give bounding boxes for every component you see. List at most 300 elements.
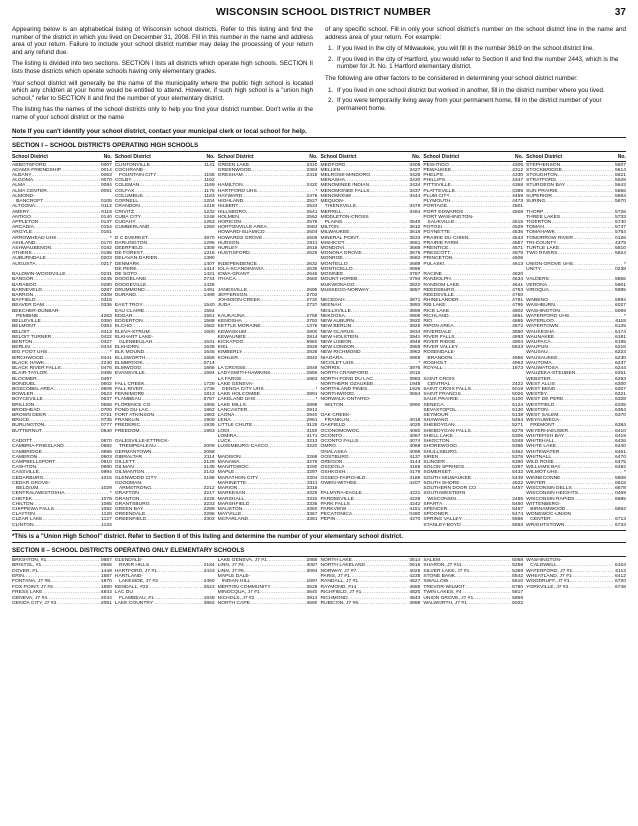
- district-number: 4634: [512, 277, 524, 283]
- district-number: 4578: [512, 251, 524, 257]
- district-number: 2912: [306, 407, 318, 413]
- district-number: 3913: [306, 595, 318, 601]
- district-name: BERLIN: [12, 345, 30, 351]
- district-number: 6223: [614, 350, 626, 356]
- district-name: CEDAR GROVE-: [12, 480, 51, 486]
- district-name: PECATONICA: [320, 512, 353, 518]
- district-name: SAUKVILLE: [423, 219, 455, 225]
- district-name: RIVERDALE: [423, 329, 452, 335]
- district-name: ERIN: [12, 574, 24, 580]
- district-number: 4242: [409, 501, 421, 507]
- district-number: 3976: [409, 366, 421, 372]
- district-name: STOCKBRIDGE: [526, 167, 562, 173]
- district-number: 6384: [614, 423, 626, 429]
- district-name: GREEN LAKE: [217, 162, 250, 168]
- section-1-table: [12, 153, 626, 528]
- district-number: 6748: [614, 584, 626, 590]
- district-name: WILD ROSE: [526, 460, 554, 465]
- district-row: [115, 601, 215, 606]
- district-name: SIREN: [423, 454, 439, 460]
- district-name: MONROE: [320, 256, 343, 262]
- district-number: 2534: [306, 204, 318, 210]
- district-number: 0497: [100, 376, 112, 382]
- district-name: INDEPENDENCE: [217, 261, 257, 267]
- district-name: JOHNSON CREEK: [217, 298, 261, 304]
- district-number: 5369: [512, 568, 524, 574]
- district-name: MAPLE: [217, 470, 235, 476]
- district-name: TURTLE LAKE: [526, 246, 560, 252]
- district-name: WAUSAU: [526, 350, 548, 356]
- district-number: 2793: [306, 319, 318, 325]
- district-number: 1218: [203, 204, 215, 210]
- district-number: 1568: [203, 319, 215, 325]
- page: [12, 6, 626, 607]
- district-name: PORT WASHINGTON-: [423, 214, 474, 220]
- column-header-name: School District: [320, 153, 357, 160]
- district-name: BEAVER DAM: [12, 303, 45, 309]
- district-number: 1260: [203, 225, 215, 231]
- district-number: 3871: [409, 298, 421, 304]
- district-number: 1897: [306, 579, 318, 585]
- district-name: RACINE: [423, 272, 442, 278]
- district-number: 0336: [100, 303, 112, 309]
- district-number: 6482: [614, 465, 626, 471]
- district-row: [423, 523, 523, 528]
- dot-leader: [568, 585, 614, 590]
- district-number: 1890: [100, 584, 112, 590]
- district-name: SHOREWOOD: [423, 444, 457, 450]
- district-column: [218, 558, 318, 607]
- district-number: 2618: [306, 246, 318, 252]
- dot-leader: [358, 601, 408, 606]
- district-number: 0119: [101, 209, 112, 215]
- district-number: 0637: [100, 397, 112, 403]
- district-number: 5593: [512, 522, 524, 528]
- district-name: RANDALL, J7 #1: [320, 579, 359, 585]
- district-name: OSSEO-FAIRCHILD: [320, 475, 366, 481]
- district-name: ELKHORN: [114, 345, 139, 351]
- district-name: DE PERE: [114, 266, 137, 272]
- district-number: 2576: [306, 219, 318, 225]
- district-name: NEW HOLSTEIN: [320, 334, 359, 340]
- district-number: 5726: [614, 209, 626, 215]
- district-name: LAKE MILLS: [217, 402, 246, 408]
- district-name: WAUWATOSA: [526, 366, 559, 372]
- district-number: 5754: [614, 230, 626, 236]
- district-number: 3325: [306, 491, 318, 497]
- district-number: 0422: [100, 334, 112, 340]
- page-number: 37: [614, 7, 626, 18]
- district-number: 1078: [100, 496, 112, 502]
- district-number: 4795: [512, 303, 524, 309]
- district-number: 6678: [614, 486, 626, 492]
- district-name: NECEDAH: [320, 298, 345, 304]
- district-number: 1414: [203, 266, 215, 272]
- district-name: HAMILTON: [217, 183, 243, 189]
- district-number: 5026: [512, 392, 524, 398]
- district-name: CAMBRIDGE: [12, 449, 42, 455]
- district-name: DENMARK: [114, 261, 140, 267]
- district-name: CENTRAL/WESTOSHA: [12, 491, 65, 497]
- district-number: 5460: [512, 501, 524, 507]
- district-name: OOSTBURG: [320, 454, 349, 460]
- district-number: 3990: [409, 402, 421, 408]
- district-number: 2660: [306, 277, 318, 283]
- factor-list: [325, 87, 626, 113]
- district-number: 5985: [614, 287, 626, 293]
- district-name: ELLSWORTH: [114, 355, 146, 361]
- district-name: RHINELANDER: [423, 298, 459, 304]
- district-name: SHULLSBURG: [423, 449, 457, 455]
- district-number: 6475: [614, 460, 626, 465]
- district-number: 0413: [100, 329, 112, 335]
- district-name: BELGIUM: [12, 486, 39, 492]
- district-name: RIVER VALLEY: [423, 345, 459, 351]
- district-number: 4865: [512, 319, 524, 325]
- district-name: BARRON: [12, 293, 34, 298]
- district-name: BALDWIN-WOODVILLE: [12, 272, 66, 278]
- district-number: 6230: [614, 355, 626, 361]
- district-number: 0112: [101, 204, 112, 210]
- district-name: NORWALK-ONTARIO-: [320, 397, 371, 403]
- district-name: HOWARDS GROVE: [217, 235, 263, 241]
- district-number: 5432: [512, 470, 524, 476]
- district-name: OCONTO: [320, 433, 343, 439]
- district-name: PARK FALLS: [320, 501, 350, 507]
- district-name: MAPLE DALE-: [217, 574, 251, 580]
- district-name: PLYMOUTH: [423, 199, 451, 205]
- district-name: ELMBROOK: [114, 360, 143, 366]
- district-name: DURAND: [114, 293, 136, 298]
- district-number: 4312: [512, 167, 524, 173]
- district-name: PITTSVILLE: [423, 183, 451, 189]
- district-number: 2695: [306, 287, 318, 293]
- district-name: COLUMBUS: [114, 193, 143, 199]
- district-number: 4529: [512, 225, 524, 231]
- district-number: 1862: [203, 407, 215, 413]
- district-number: 6300: [614, 381, 626, 387]
- district-name: CUBA CITY: [114, 214, 141, 220]
- district-name: RIPON AREA: [423, 324, 454, 330]
- district-name: HOWARD-SUAMICO: [217, 230, 265, 236]
- district-number: 0870: [100, 439, 112, 445]
- district-name: FALL RIVER: [114, 386, 143, 392]
- district-number: 0182: [100, 246, 112, 252]
- district-number: 3689: [409, 261, 421, 267]
- district-column: [12, 153, 112, 528]
- district-number: 0287: [100, 287, 112, 293]
- district-name: BIG FOOT UHS: [12, 350, 48, 356]
- district-number: 2217: [203, 491, 215, 497]
- district-name: CAMPBELLSPORT: [12, 460, 56, 465]
- district-name: BELLEVILLE: [12, 319, 41, 325]
- district-name: GIBRALTAR: [114, 454, 143, 460]
- district-name: EDGERTON: [114, 319, 143, 325]
- district-name: MIDDLETON-CROSS: [320, 214, 369, 220]
- district-number: 3311: [306, 480, 318, 486]
- district-name: GREENWOOD: [217, 167, 252, 173]
- district-name: NORTHERN OZAUKEE: [320, 381, 374, 387]
- district-number: 4088: [409, 444, 421, 450]
- district-number: 3428: [409, 172, 421, 178]
- dot-leader: [146, 517, 202, 522]
- district-number: 2009: [203, 444, 215, 450]
- district-number: 3434: [409, 183, 421, 189]
- district-number: *: [624, 313, 626, 319]
- district-name: BOYCEVILLE: [12, 397, 43, 403]
- intro: [12, 26, 626, 126]
- district-name: BLAIR-TAYLOR: [12, 371, 47, 377]
- district-name: SPENCER: [423, 506, 448, 512]
- district-name: FOX POINT, J7 #2: [12, 584, 53, 590]
- district-number: 0154: [100, 225, 112, 231]
- district-name: RICHFIELD, J7 #1: [320, 590, 362, 596]
- district-name: CHETEK: [12, 496, 33, 502]
- district-name: WHEATLAND, J7 #1: [526, 574, 572, 580]
- district-name: FLORENCE CO: [114, 402, 151, 408]
- district-name: WEYAUWEGA-: [526, 418, 561, 424]
- district-name: BUTTERNUT: [12, 428, 42, 434]
- district-name: FOUNTAIN CITY: [114, 172, 157, 178]
- district-name: TREMPEALEAU: [114, 444, 156, 450]
- district-name: WEBSTER: [526, 376, 551, 382]
- district-name: FORT ATKINSON: [114, 413, 155, 419]
- district-number: 3479: [409, 204, 421, 210]
- district-number: 3969: [409, 355, 421, 361]
- district-number: 1736: [203, 386, 215, 392]
- district-name: LITTLE CHUTE: [217, 423, 253, 429]
- district-name: NICHOLS, J7 #2: [217, 595, 255, 601]
- column-header-name: School District: [526, 153, 563, 160]
- district-name: BARNEVELD: [12, 287, 42, 293]
- district-name: CENTRAL: [423, 381, 451, 387]
- district-name: MILWAUKEE: [320, 230, 350, 236]
- district-name: BRANDON: [423, 355, 453, 361]
- district-number: 2443: [203, 568, 215, 574]
- district-name: PRAIRIE DU CHIEN: [423, 235, 469, 241]
- district-number: 5397: [512, 465, 524, 471]
- district-number: 2142: [203, 470, 215, 476]
- district-number: 6461: [614, 449, 626, 455]
- district-row: [218, 601, 318, 606]
- district-name: DARLINGTON: [114, 240, 148, 246]
- district-number: 0658: [100, 402, 112, 408]
- district-number: 3332: [306, 496, 318, 502]
- district-name: ANTIGO: [12, 214, 31, 220]
- district-name: MENOMINEE INDIAN: [320, 183, 370, 189]
- district-name: ROSHOLT: [423, 360, 447, 366]
- district-name: BELOIT TURNER: [12, 334, 52, 340]
- district-number: *: [315, 386, 318, 392]
- district-row: [320, 601, 420, 606]
- district-name: GENEVA, J7 #4: [12, 595, 48, 601]
- district-number: 5457: [512, 486, 524, 492]
- district-number: 2422: [512, 381, 524, 387]
- district-number: 0616: [409, 563, 421, 569]
- district-number: 0700: [100, 407, 112, 413]
- district-name: OCONOMOWOC: [320, 428, 360, 434]
- district-number: 4606: [512, 256, 524, 262]
- district-number: 6354: [614, 407, 626, 413]
- district-name: SOUTHERN DOOR CO: [423, 486, 476, 492]
- dot-leader: [34, 523, 101, 528]
- district-row: [320, 517, 420, 522]
- district-name: FREEDOM: [114, 428, 140, 434]
- district-number: 5542: [512, 574, 524, 580]
- district-name: INDIAN HILL: [217, 579, 251, 585]
- district-name: WATERTOWN: [526, 324, 559, 330]
- district-name: FLAMBEAU: [114, 397, 142, 403]
- district-number: 5439: [512, 475, 524, 481]
- district-name: HARTLAND-: [114, 574, 143, 580]
- district-number: 4330: [512, 172, 524, 178]
- district-number: 3696: [409, 266, 421, 272]
- district-name: NEW AUBURN: [320, 319, 354, 325]
- district-column: [423, 558, 523, 607]
- district-name: WESTON: [526, 407, 548, 413]
- district-number: 1127: [101, 517, 112, 523]
- district-number: 4186: [409, 475, 421, 481]
- district-name: EDGAR: [114, 313, 133, 319]
- district-name: POTOSI: [423, 225, 442, 231]
- district-name: ALMA: [12, 183, 26, 189]
- district-number: 0602: [100, 381, 112, 387]
- district-name: LINN, J7 #6: [217, 568, 244, 574]
- district-number: 4165: [409, 465, 421, 471]
- district-name: MERTON COMMUNITY: [217, 584, 271, 590]
- district-name: MOSINEE: [320, 272, 344, 278]
- district-number: 2527: [306, 199, 318, 205]
- district-number: 1631: [203, 339, 215, 345]
- district-name: MEQUON-: [320, 199, 345, 205]
- district-number: *: [315, 188, 318, 194]
- district-name: ELKHART LAKE-: [114, 334, 154, 340]
- district-name: GRANTON: [114, 496, 140, 502]
- district-number: 1380: [203, 256, 215, 262]
- district-row: [115, 517, 215, 522]
- district-number: 3822: [409, 282, 421, 288]
- district-name: APPLETON: [12, 219, 39, 225]
- district-name: LUXEMBURG-CASCO: [217, 444, 269, 450]
- district-name: RICHLAND: [423, 313, 449, 319]
- district-number: 2044: [100, 595, 112, 601]
- district-name: BOWLER: [12, 392, 34, 398]
- district-number: 3094: [306, 568, 318, 574]
- district-name: KENDALL, #22: [114, 584, 149, 590]
- district-name: SEVASTOPOL: [423, 407, 457, 413]
- district-number: 3892: [409, 303, 421, 309]
- district-name: DE SOTO: [114, 272, 137, 278]
- district-name: BRIGHTON, #1: [12, 557, 47, 563]
- district-number: 0245: [100, 277, 112, 283]
- district-name: WATERLOO: [526, 319, 554, 325]
- district-name: WAUZEKA-STEUBEN: [526, 371, 576, 377]
- district-name: FENNIMORE: [114, 392, 145, 398]
- district-name: BROWN DEER: [12, 413, 47, 419]
- district-name: NIAGARA: [320, 355, 343, 361]
- district-number: 3269: [306, 454, 318, 460]
- district-name: MUKWONAGO: [320, 282, 355, 288]
- district-number: 2646: [306, 272, 318, 278]
- district-name: CUMBERLAND: [114, 225, 150, 231]
- district-number: 5474: [512, 512, 524, 518]
- district-name: THREE LAKES: [526, 214, 561, 220]
- district-number: 4207: [409, 480, 421, 486]
- district-number: *: [624, 261, 626, 267]
- district-name: RICE LAKE: [423, 308, 450, 314]
- district-number: 2198: [203, 475, 215, 481]
- district-number: 1376: [306, 324, 318, 330]
- district-number: 6027: [614, 303, 626, 309]
- district-name: SUN PRAIRIE: [526, 188, 558, 194]
- district-name: SWALLOW: [423, 579, 449, 585]
- district-number: 4305: [512, 162, 524, 168]
- district-name: SOLON SPRINGS: [423, 465, 465, 471]
- district-number: 3430: [409, 178, 421, 184]
- district-name: DOVER, #1: [12, 568, 38, 574]
- district-name: SAINT CROIX FALLS: [423, 386, 471, 392]
- district-name: MENOMONEE FALLS: [320, 188, 370, 194]
- district-name: OAK CREEK-: [320, 413, 351, 419]
- district-name: WASHBURN: [526, 303, 555, 309]
- district-name: WILLIAMS BAY: [526, 465, 561, 471]
- district-name: LINN, J7 #4: [217, 563, 244, 569]
- district-name: STEPHENSON: [526, 162, 561, 168]
- district-number: 4998: [409, 601, 421, 607]
- district-number: 0476: [100, 366, 112, 372]
- district-number: 4893: [512, 334, 524, 340]
- district-number: 3444: [409, 193, 421, 199]
- district-number: 1421: [203, 272, 215, 278]
- district-name: KETTLE MORAINE: [217, 324, 261, 330]
- district-column: [218, 153, 318, 528]
- union-high-footnote: *This is a "Union High School" district. Refer to Section II of this listing and determine the number of your elementary school district.: [12, 530, 626, 543]
- district-number: 5278: [512, 428, 524, 434]
- district-number: 4970: [203, 235, 215, 241]
- example-list: [325, 45, 626, 71]
- district-number: 1162: [204, 178, 215, 184]
- district-name: WEST SALEM: [526, 413, 559, 419]
- district-number: 3220: [306, 444, 318, 450]
- district-name: GLENDALE-: [114, 557, 143, 563]
- district-name: UNION GROVE UHS: [526, 261, 574, 267]
- district-number: 5859: [512, 595, 524, 601]
- district-name: KEWASKUM: [217, 329, 247, 335]
- district-name: CUDAHY: [114, 219, 136, 225]
- district-name: GERMANTOWN: [114, 449, 152, 455]
- district-number: 2625: [306, 251, 318, 257]
- district-number: 5258: [512, 563, 524, 569]
- district-name: PLAINS: [320, 219, 343, 225]
- district-number: 1449: [100, 568, 112, 574]
- district-name: OREGON: [320, 460, 343, 465]
- district-name: FRANKLIN: [320, 418, 350, 424]
- district-number: 5510: [512, 579, 524, 585]
- district-name: GILMANTON: [114, 470, 145, 476]
- district-name: MANAWA: [217, 460, 240, 465]
- district-number: 6237: [614, 360, 626, 366]
- example-item: 1. If you lived in the city of Milwaukee, you will fill in the number 3619 on the school district line.: [335, 45, 626, 53]
- district-name: ATHENS: [12, 251, 32, 257]
- district-number: 0469: [614, 491, 626, 497]
- district-number: 4095: [409, 449, 421, 455]
- district-number: 1526: [409, 386, 421, 392]
- district-name: TREVOR-WILMOT: [423, 584, 466, 590]
- district-name: PORTAGE: [423, 204, 447, 210]
- district-number: 6113: [615, 568, 626, 574]
- district-number: 4368: [512, 183, 524, 189]
- district-name: CALDWELL: [526, 563, 557, 569]
